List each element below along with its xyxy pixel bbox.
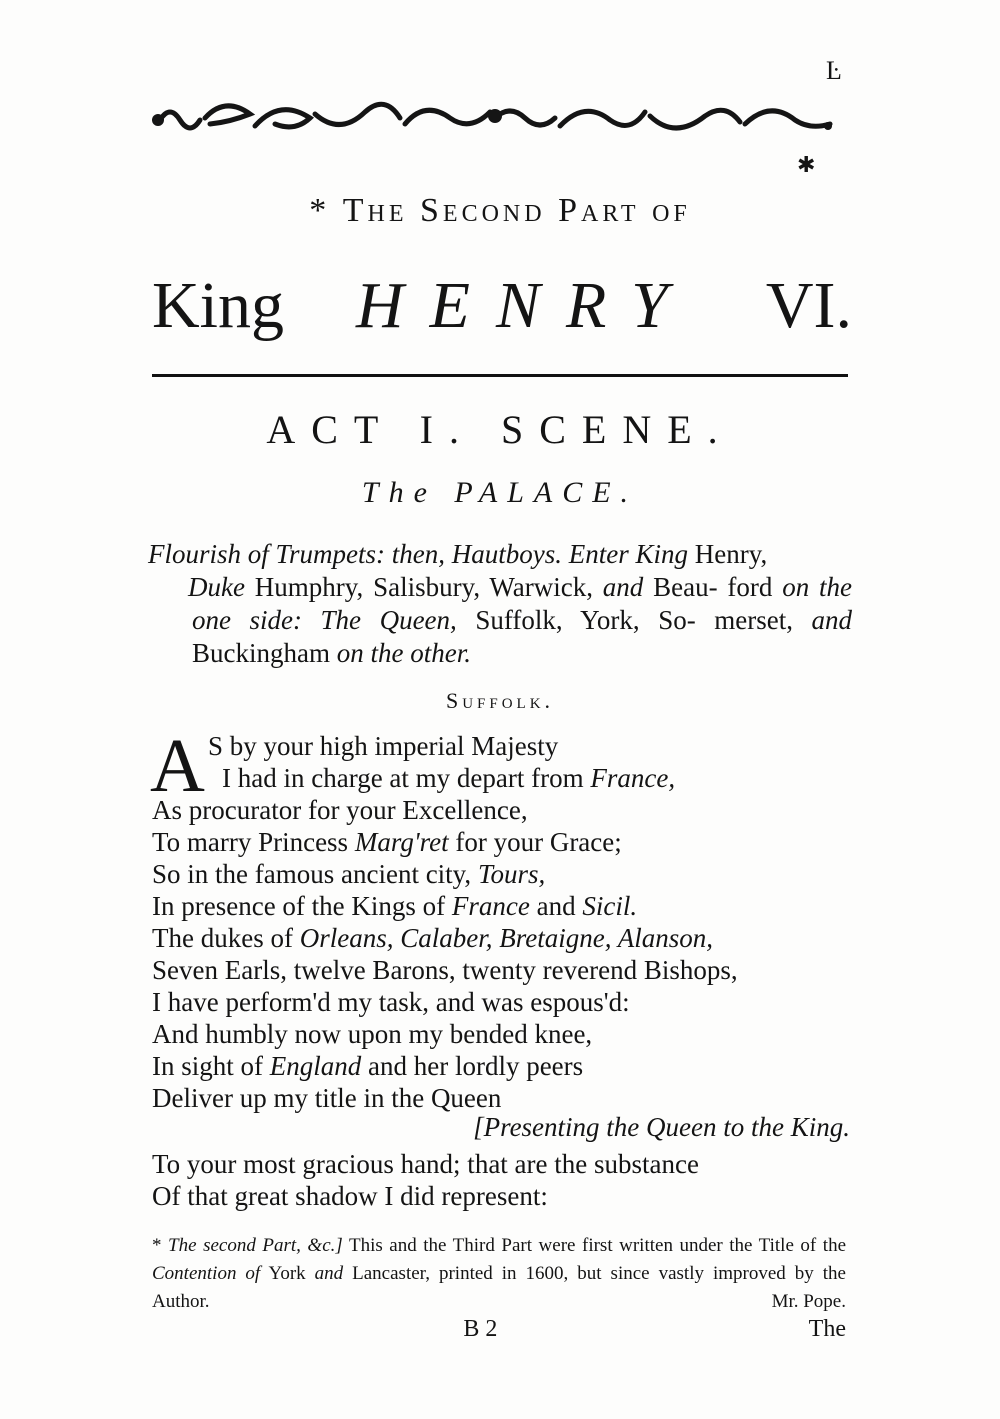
act-scene-heading: ACT I. SCENE.: [266, 407, 734, 452]
footnote: * The second Part, &c.] This and the Third Part were first written under the Title of the Contention of York and Lancaster, printed in 1600, but since vastly improved by the Author. Mr. Pope.: [152, 1232, 846, 1316]
footnote-attribution: Mr. Pope.: [771, 1291, 846, 1312]
verse-line: I have perform'd my task, and was espous'd:: [152, 987, 630, 1017]
speaker-name: Suffolk.: [445, 688, 555, 713]
stage-note: [Presenting the Queen to the King.: [473, 1112, 850, 1142]
part-title: [0, 192, 1000, 230]
verse-line: The dukes of Orleans, Calaber, Bretaigne, Alanson,: [152, 923, 713, 953]
title-henry: HENRY: [356, 269, 694, 342]
drop-cap: A: [150, 724, 205, 808]
verse-line: So in the famous ancient city, Tours,: [152, 859, 546, 889]
title-king: King: [152, 269, 284, 342]
catchword: The: [808, 1316, 846, 1342]
verse-line: Deliver up my title in the Queen: [152, 1083, 502, 1113]
verse-line: And humbly now upon my bended knee,: [152, 1019, 593, 1049]
title-word-part: Part: [558, 192, 640, 229]
title-rule: [152, 374, 848, 377]
verse-line: To marry Princess Marg'ret for your Grace;: [152, 827, 622, 857]
title-word-second: Second: [420, 192, 546, 229]
title-star: *: [309, 192, 331, 229]
verse-line: Of that great shadow I did represent:: [152, 1181, 548, 1211]
verse-line: Seven Earls, twelve Barons, twenty reverend Bishops,: [152, 955, 738, 985]
verse-line: As procurator for your Excellence,: [152, 795, 528, 825]
place-heading: The PALACE.: [361, 476, 639, 509]
corner-mark: Ŀ: [826, 56, 842, 85]
page-footer: [152, 1316, 846, 1343]
title-numeral: VI.: [765, 269, 852, 342]
verse-line: In presence of the Kings of France and Sicil.: [152, 891, 638, 921]
title-word-the: The: [342, 192, 408, 229]
star-icon: ✱: [797, 152, 816, 177]
verse-line: S by your high imperial Majesty: [208, 731, 559, 761]
verse-line: I had in charge at my depart from France,: [222, 763, 676, 793]
verse-line: In sight of England and her lordly peers: [152, 1051, 584, 1081]
opening-stage-direction: Flourish of Trumpets: then, Hautboys. Enter King Henry, Duke Humphry, Salisbury, Warwick, and Beau- ford on the one side: The Queen, Suffolk, York, So- merset, and Buckingham on the other.: [148, 539, 853, 668]
signature-mark: B 2: [463, 1316, 498, 1342]
decorative-ornament-band: [150, 96, 840, 140]
title-word-of: of: [652, 192, 691, 229]
play-title: [152, 268, 852, 344]
verse-line: To your most gracious hand; that are the substance: [152, 1149, 699, 1179]
